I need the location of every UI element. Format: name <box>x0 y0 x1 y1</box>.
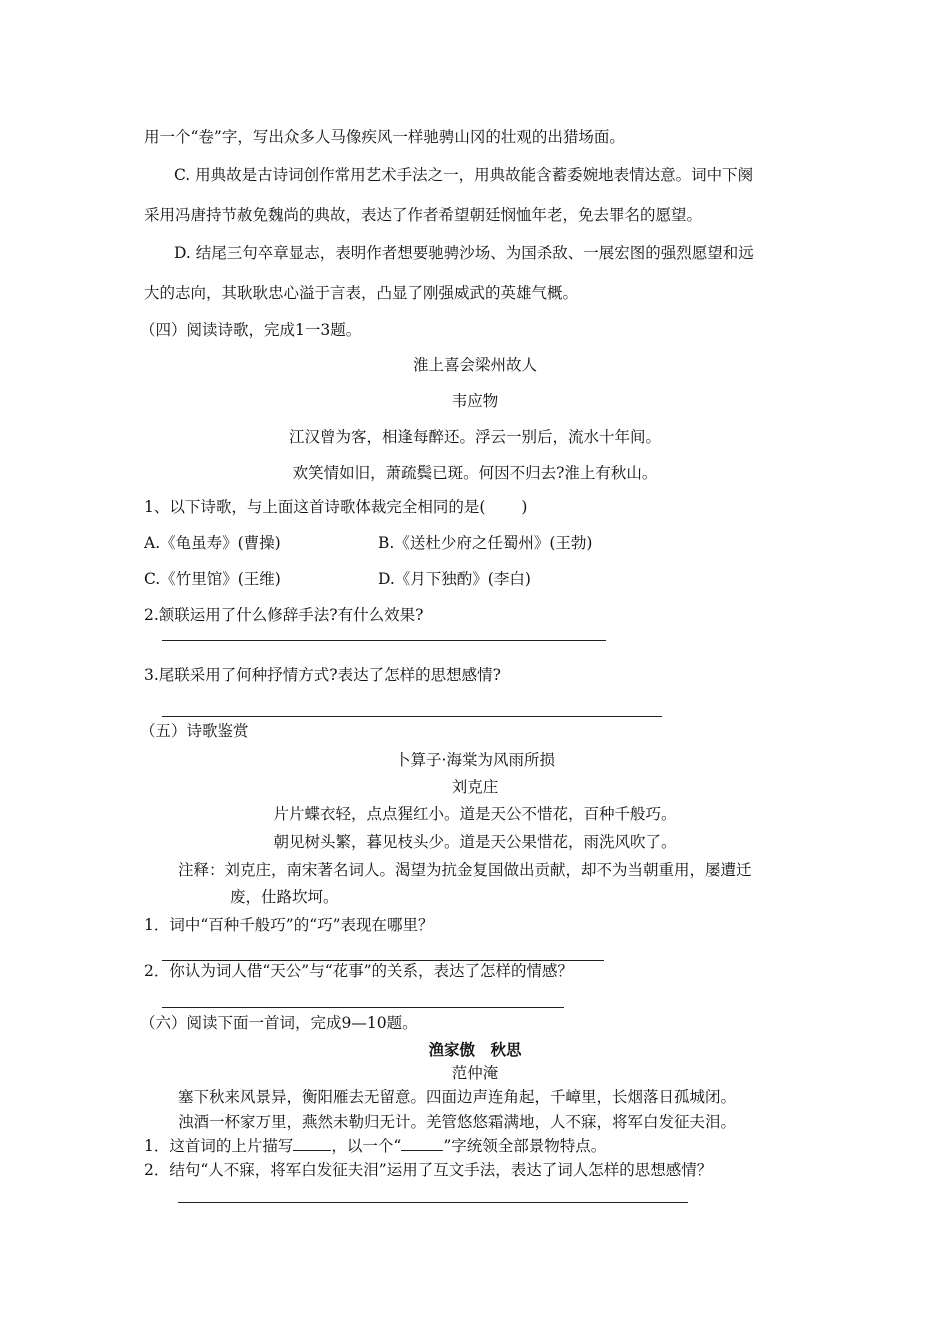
poem-6-line-2: 浊酒一杯家万里，燕然未勒归无计。羌管悠悠霜满地，人不寐，将军白发征夫泪。 <box>178 1113 737 1131</box>
poem-5-line-2: 朝见树头繁，暮见枝头少。道是天公果惜花，雨洗风吹了。 <box>273 833 677 851</box>
question-4-2: 2.颔联运用了什么修辞手法?有什么效果? <box>144 606 424 624</box>
answer-line-6-2[interactable] <box>178 1202 688 1203</box>
option-d-line-1: D. 结尾三句卒章显志，表明作者想要驰骋沙场、为国杀敌、一展宏图的强烈愿望和远 <box>174 244 754 262</box>
section-4-heading: （四）阅读诗歌，完成1一3题。 <box>140 321 362 339</box>
poem-6-line-1: 塞下秋来风景异，衡阳雁去无留意。四面边声连角起，千嶂里，长烟落日孤城闭。 <box>178 1088 737 1106</box>
option-4-c: C.《竹里馆》(王维) <box>144 570 281 588</box>
question-4-3: 3.尾联采用了何种抒情方式?表达了怎样的思想感情? <box>144 666 501 684</box>
option-c-line-1: C. 用典故是古诗词创作常用艺术手法之一，用典故能含蓄委婉地表情达意。词中下阕 <box>174 166 754 184</box>
option-4-b: B.《送杜少府之任蜀州》(王勃) <box>378 534 593 552</box>
option-b-continuation: 用一个“卷”字，写出众多人马像疾风一样驰骋山冈的壮观的出猎场面。 <box>144 128 625 146</box>
poem-6-title: 渔家傲 秋思 <box>428 1040 522 1059</box>
poem-5-line-1: 片片蝶衣轻，点点猩红小。道是天公不惜花，百种千般巧。 <box>273 805 677 823</box>
question-4-1: 1、以下诗歌，与上面这首诗歌体裁完全相同的是( ) <box>144 498 528 516</box>
poem-4-author: 韦应物 <box>451 392 499 410</box>
poem-6-author: 范仲淹 <box>451 1064 499 1082</box>
question-6-1 <box>144 1135 606 1157</box>
answer-line-4-2[interactable] <box>162 640 606 641</box>
fill-blank-key-word[interactable] <box>401 1150 443 1151</box>
question-6-2: 2．结句“人不寐，将军白发征夫泪”运用了互文手法，表达了词人怎样的思想感情？ <box>144 1161 713 1179</box>
question-5-1: 1．词中“百种千般巧”的“巧”表现在哪里？ <box>144 916 434 934</box>
section-6-heading: （六）阅读下面一首词，完成9—10题。 <box>140 1014 418 1032</box>
poem-4-title: 淮上喜会梁州故人 <box>412 356 537 374</box>
poem-5-note-line-1: 注释：刘克庄，南宋著名词人。渴望为抗金复国做出贡献，却不为当朝重用，屡遭迁 <box>178 861 752 879</box>
poem-4-line-2: 欢笑情如旧，萧疏鬓已斑。何因不归去?淮上有秋山。 <box>292 464 658 482</box>
option-4-a: A.《龟虽寿》(曹操) <box>144 534 281 552</box>
question-5-2: 2．你认为词人借“天公”与“花事”的关系，表达了怎样的情感？ <box>144 962 574 980</box>
section-5-heading: （五）诗歌鉴赏 <box>140 722 249 740</box>
option-c-line-2: 采用冯唐持节赦免魏尚的典故，表达了作者希望朝廷悯恤年老，免去罪名的愿望。 <box>144 206 703 224</box>
poem-5-note-line-2: 废，仕路坎坷。 <box>230 888 339 906</box>
answer-line-5-2[interactable] <box>162 1007 564 1008</box>
question-6-1-part-2: ，以一个“ <box>331 1137 402 1155</box>
question-6-1-part-1: 1．这首词的上片描写 <box>144 1137 294 1155</box>
fill-blank-scene[interactable] <box>293 1150 331 1151</box>
option-d-line-2: 大的志向，其耿耿忠心溢于言表，凸显了刚强威武的英雄气概。 <box>144 284 579 302</box>
poem-5-author: 刘克庄 <box>451 778 499 796</box>
option-4-d: D.《月下独酌》(李白) <box>378 570 531 588</box>
question-6-1-part-3: ”字统领全部景物特点。 <box>443 1137 607 1155</box>
poem-4-line-1: 江汉曾为客，相逢每醉还。浮云一别后，流水十年间。 <box>288 428 661 446</box>
poem-5-title: 卜算子·海棠为风雨所损 <box>395 751 555 769</box>
answer-line-4-3[interactable] <box>162 716 662 717</box>
